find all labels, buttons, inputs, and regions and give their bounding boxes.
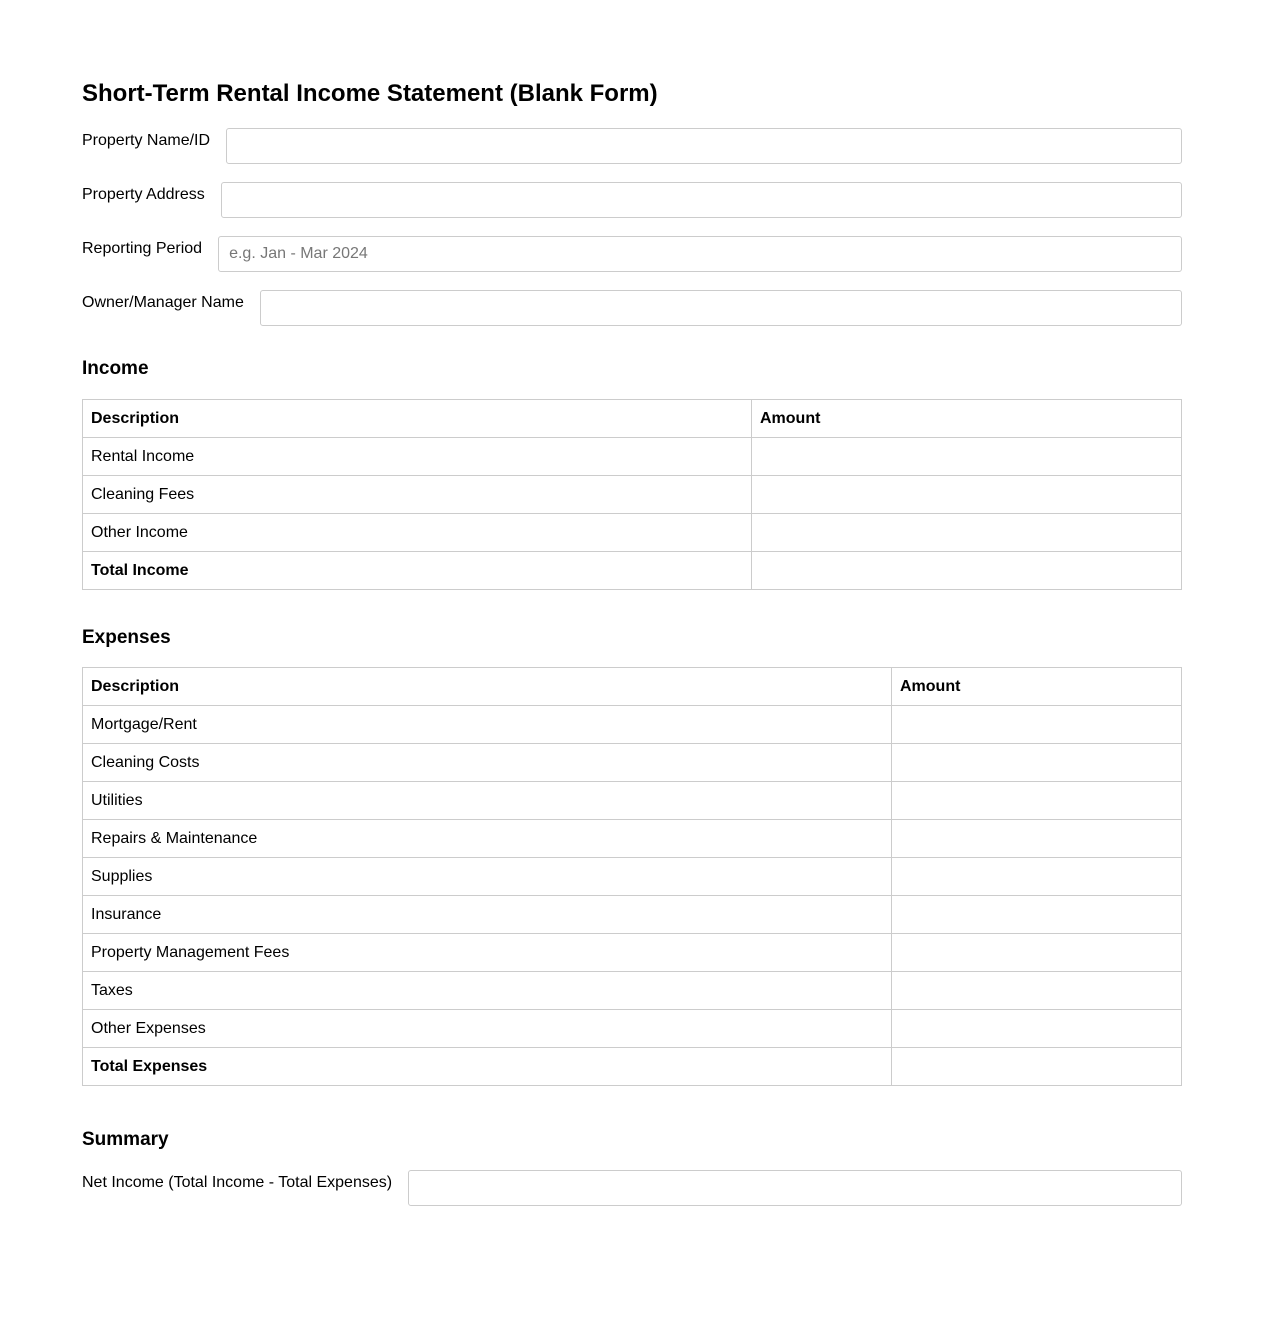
table-header-row bbox=[83, 668, 1182, 706]
amount-cell[interactable] bbox=[892, 706, 1182, 744]
expenses-table bbox=[82, 667, 1182, 1086]
reporting-period-input[interactable] bbox=[218, 236, 1182, 272]
row-label: Repairs & Maintenance bbox=[83, 820, 892, 858]
description-header: Description bbox=[83, 668, 892, 706]
property-address-input[interactable] bbox=[221, 182, 1182, 218]
income-heading: Income bbox=[82, 358, 149, 379]
row-label: Supplies bbox=[83, 858, 892, 896]
table-row bbox=[83, 972, 1182, 1010]
property-name-label: Property Name/ID bbox=[82, 132, 211, 149]
table-row bbox=[83, 706, 1182, 744]
page-title: Short-Term Rental Income Statement (Blank Form) bbox=[82, 80, 658, 107]
amount-cell[interactable] bbox=[892, 820, 1182, 858]
amount-cell[interactable] bbox=[752, 438, 1182, 476]
amount-cell[interactable] bbox=[892, 744, 1182, 782]
table-row bbox=[83, 896, 1182, 934]
total-row bbox=[83, 1048, 1182, 1086]
total-row bbox=[83, 552, 1182, 590]
table-row bbox=[83, 782, 1182, 820]
property-name-row bbox=[82, 128, 1182, 164]
row-label: Rental Income bbox=[83, 438, 752, 476]
row-label: Cleaning Fees bbox=[83, 476, 752, 514]
amount-cell[interactable] bbox=[892, 858, 1182, 896]
amount-cell[interactable] bbox=[892, 934, 1182, 972]
income-table bbox=[82, 399, 1182, 590]
summary-heading: Summary bbox=[82, 1129, 169, 1150]
total-income-cell[interactable] bbox=[752, 552, 1182, 590]
amount-cell[interactable] bbox=[892, 972, 1182, 1010]
amount-cell[interactable] bbox=[892, 782, 1182, 820]
table-row bbox=[83, 820, 1182, 858]
row-label: Property Management Fees bbox=[83, 934, 892, 972]
table-row bbox=[83, 934, 1182, 972]
owner-manager-label: Owner/Manager Name bbox=[82, 294, 244, 311]
row-label: Other Income bbox=[83, 514, 752, 552]
row-label: Taxes bbox=[83, 972, 892, 1010]
description-header: Description bbox=[83, 400, 752, 438]
table-row bbox=[83, 476, 1182, 514]
expenses-heading: Expenses bbox=[82, 627, 171, 648]
owner-manager-row bbox=[82, 290, 1182, 326]
total-expenses-cell[interactable] bbox=[892, 1048, 1182, 1086]
net-income-row bbox=[82, 1170, 1182, 1206]
property-address-label: Property Address bbox=[82, 186, 205, 203]
owner-manager-input[interactable] bbox=[260, 290, 1182, 326]
net-income-label: Net Income (Total Income - Total Expenses) bbox=[82, 1174, 393, 1191]
net-income-input[interactable] bbox=[408, 1170, 1182, 1206]
property-name-input[interactable] bbox=[226, 128, 1182, 164]
property-address-row bbox=[82, 182, 1182, 218]
row-label: Mortgage/Rent bbox=[83, 706, 892, 744]
amount-header: Amount bbox=[892, 668, 1182, 706]
table-header-row bbox=[83, 400, 1182, 438]
total-expenses-label: Total Expenses bbox=[83, 1048, 892, 1086]
table-row bbox=[83, 514, 1182, 552]
table-row bbox=[83, 1010, 1182, 1048]
row-label: Utilities bbox=[83, 782, 892, 820]
table-row bbox=[83, 858, 1182, 896]
reporting-period-label: Reporting Period bbox=[82, 240, 203, 257]
amount-cell[interactable] bbox=[892, 1010, 1182, 1048]
reporting-period-row bbox=[82, 236, 1182, 272]
amount-cell[interactable] bbox=[752, 476, 1182, 514]
row-label: Other Expenses bbox=[83, 1010, 892, 1048]
amount-cell[interactable] bbox=[752, 514, 1182, 552]
row-label: Cleaning Costs bbox=[83, 744, 892, 782]
amount-cell[interactable] bbox=[892, 896, 1182, 934]
row-label: Insurance bbox=[83, 896, 892, 934]
table-row bbox=[83, 744, 1182, 782]
table-row bbox=[83, 438, 1182, 476]
total-income-label: Total Income bbox=[83, 552, 752, 590]
amount-header: Amount bbox=[752, 400, 1182, 438]
